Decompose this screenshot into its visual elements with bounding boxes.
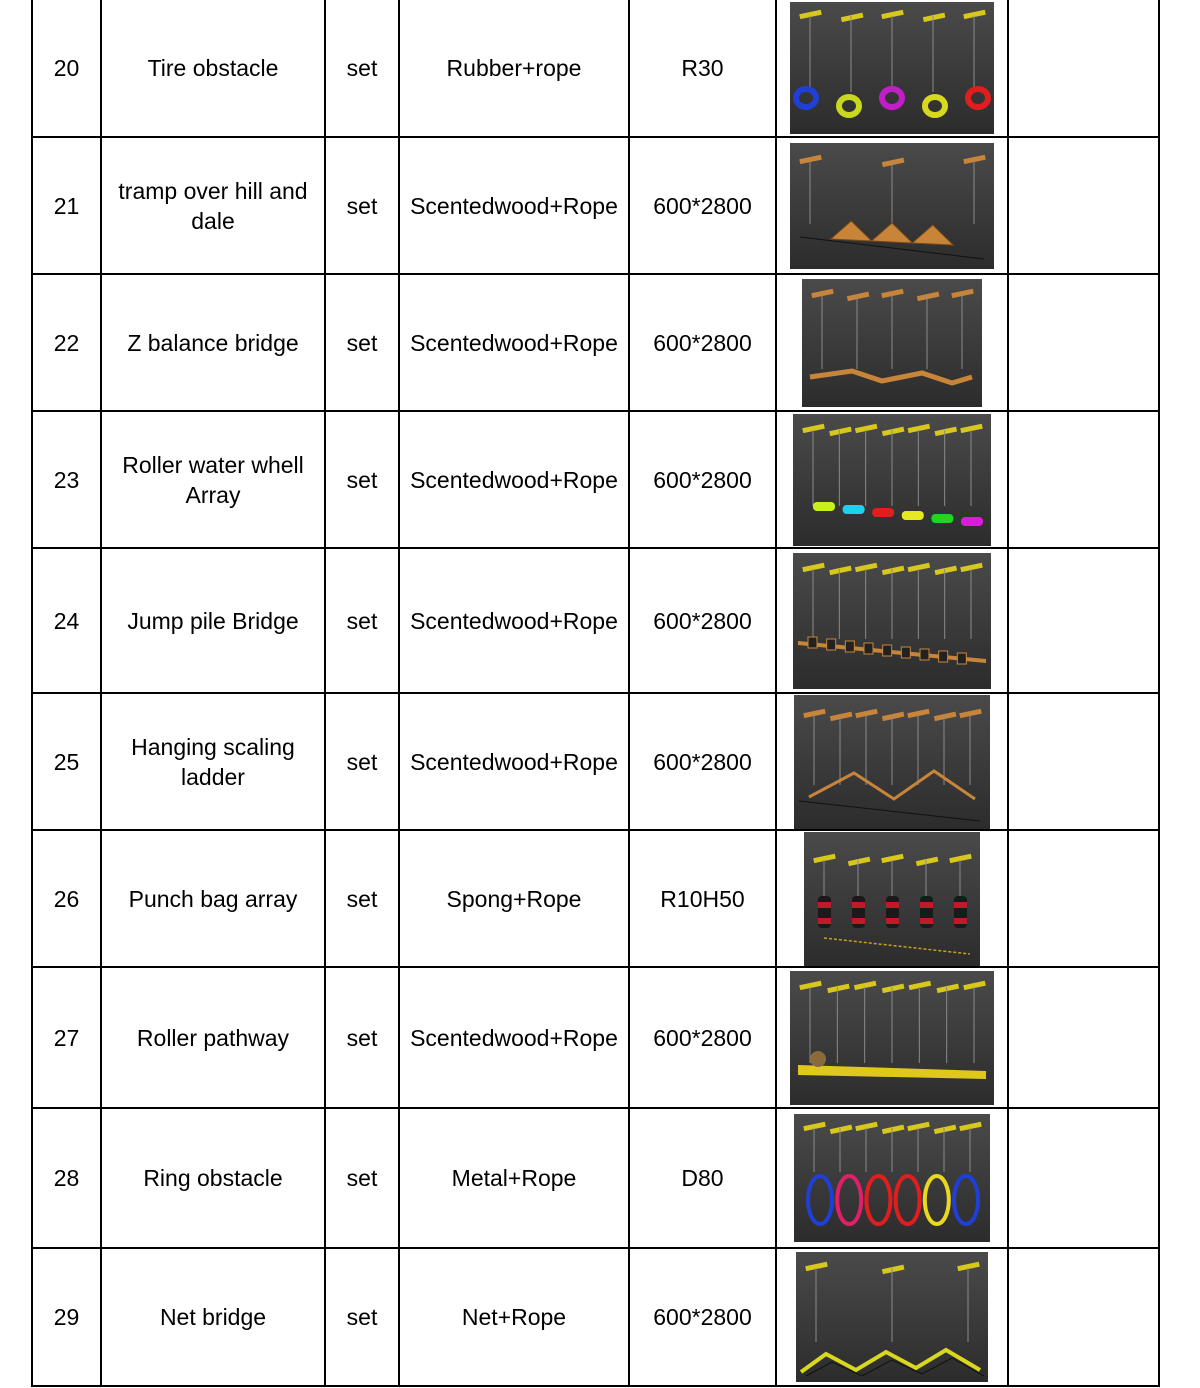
ring-obstacle-icon (794, 1114, 990, 1242)
table-row (32, 1108, 1159, 1248)
roller-pathway-icon (790, 971, 994, 1105)
scaling-ladder-icon (794, 695, 990, 829)
item-material: Rubber+rope (399, 0, 629, 137)
remark-cell (1008, 830, 1159, 967)
item-name: Roller pathway (101, 967, 325, 1108)
item-number: 26 (32, 830, 101, 967)
table-row (32, 411, 1159, 548)
item-number: 27 (32, 967, 101, 1108)
item-name: Z balance bridge (101, 274, 325, 411)
item-image-cell (776, 411, 1008, 548)
item-number: 20 (32, 0, 101, 137)
item-size: 600*2800 (629, 1248, 776, 1386)
item-name: tramp over hill and dale (101, 137, 325, 274)
item-material: Scentedwood+Rope (399, 411, 629, 548)
item-name: Roller water whell Array (101, 411, 325, 548)
item-size: 600*2800 (629, 274, 776, 411)
item-number: 28 (32, 1108, 101, 1248)
item-size: D80 (629, 1108, 776, 1248)
item-unit: set (325, 967, 399, 1108)
item-size: R30 (629, 0, 776, 137)
item-number: 22 (32, 274, 101, 411)
jump-pile-icon (793, 553, 991, 689)
item-image-cell (776, 1108, 1008, 1248)
table-row (32, 967, 1159, 1108)
item-size: 600*2800 (629, 137, 776, 274)
remark-cell (1008, 1108, 1159, 1248)
table-row (32, 0, 1159, 137)
item-image-cell (776, 830, 1008, 967)
table-row (32, 548, 1159, 693)
remark-cell (1008, 137, 1159, 274)
item-material: Scentedwood+Rope (399, 548, 629, 693)
item-unit: set (325, 1248, 399, 1386)
table-row (32, 693, 1159, 830)
item-material: Spong+Rope (399, 830, 629, 967)
table-row (32, 137, 1159, 274)
remark-cell (1008, 548, 1159, 693)
product-spec-table (31, 0, 1160, 1387)
remark-cell (1008, 967, 1159, 1108)
item-number: 25 (32, 693, 101, 830)
item-unit: set (325, 274, 399, 411)
item-image-cell (776, 0, 1008, 137)
roller-array-icon (793, 414, 991, 546)
punch-bag-icon (804, 832, 980, 966)
item-number: 29 (32, 1248, 101, 1386)
item-number: 24 (32, 548, 101, 693)
z-bridge-icon (802, 279, 982, 407)
item-unit: set (325, 1108, 399, 1248)
item-size: 600*2800 (629, 548, 776, 693)
item-image-cell (776, 1248, 1008, 1386)
item-image-cell (776, 967, 1008, 1108)
item-name: Ring obstacle (101, 1108, 325, 1248)
item-name: Jump pile Bridge (101, 548, 325, 693)
item-unit: set (325, 548, 399, 693)
item-size: 600*2800 (629, 967, 776, 1108)
item-size: 600*2800 (629, 411, 776, 548)
item-material: Scentedwood+Rope (399, 967, 629, 1108)
item-name: Tire obstacle (101, 0, 325, 137)
item-unit: set (325, 0, 399, 137)
table-row (32, 830, 1159, 967)
item-number: 23 (32, 411, 101, 548)
item-image-cell (776, 137, 1008, 274)
hill-bridge-icon (790, 143, 994, 269)
remark-cell (1008, 1248, 1159, 1386)
remark-cell (1008, 693, 1159, 830)
net-bridge-icon (796, 1252, 988, 1382)
item-unit: set (325, 830, 399, 967)
item-unit: set (325, 411, 399, 548)
table-row (32, 274, 1159, 411)
item-image-cell (776, 548, 1008, 693)
item-number: 21 (32, 137, 101, 274)
table-row (32, 1248, 1159, 1386)
item-material: Scentedwood+Rope (399, 693, 629, 830)
remark-cell (1008, 274, 1159, 411)
item-size: R10H50 (629, 830, 776, 967)
item-unit: set (325, 693, 399, 830)
item-material: Metal+Rope (399, 1108, 629, 1248)
item-image-cell (776, 693, 1008, 830)
item-name: Hanging scaling ladder (101, 693, 325, 830)
item-image-cell (776, 274, 1008, 411)
item-unit: set (325, 137, 399, 274)
item-name: Punch bag array (101, 830, 325, 967)
item-size: 600*2800 (629, 693, 776, 830)
remark-cell (1008, 411, 1159, 548)
remark-cell (1008, 0, 1159, 137)
tire-obstacle-icon (790, 2, 994, 134)
item-name: Net bridge (101, 1248, 325, 1386)
item-material: Net+Rope (399, 1248, 629, 1386)
item-material: Scentedwood+Rope (399, 137, 629, 274)
item-material: Scentedwood+Rope (399, 274, 629, 411)
